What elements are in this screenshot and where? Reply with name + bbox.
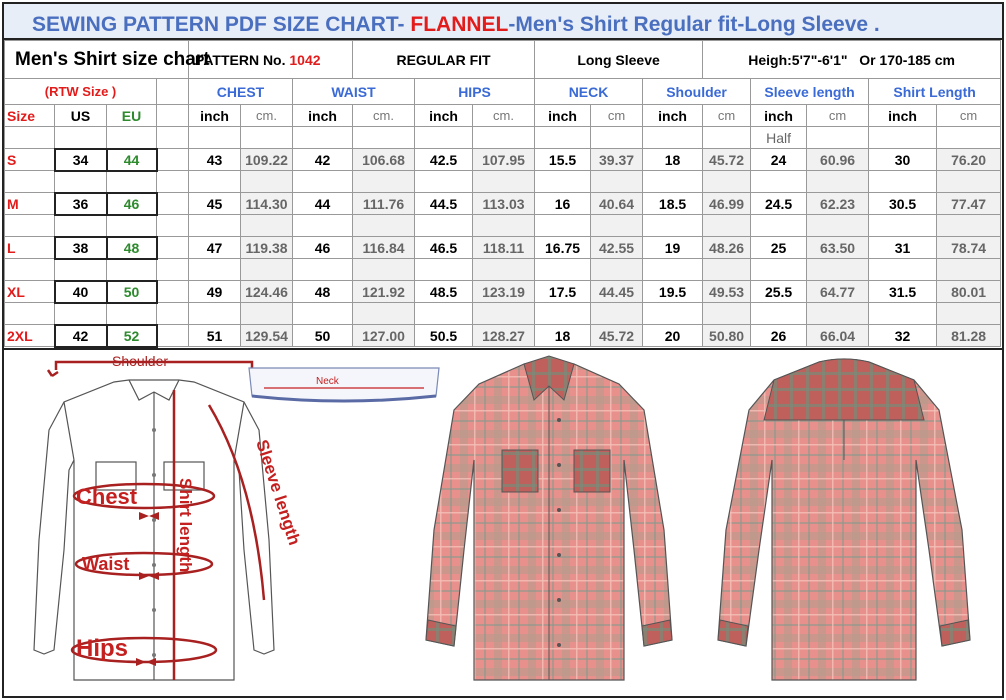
pattern-number: PATTERN No. 1042	[189, 41, 353, 79]
measure-cell: 39.37	[591, 149, 643, 171]
size-label: S	[5, 149, 55, 171]
size-col-header: Size	[5, 105, 55, 127]
unit-inch: inch	[751, 105, 807, 127]
unit-cm: cm.	[353, 105, 415, 127]
chart-label: Men's Shirt size chart	[5, 41, 189, 79]
measure-cell: 80.01	[937, 281, 1001, 303]
measure-cell: 42.5	[415, 149, 473, 171]
measure-cell: 16.75	[535, 237, 591, 259]
flannel-shirt-front	[414, 350, 684, 696]
measure-cell: 24.5	[751, 193, 807, 215]
measure-cell: 45.72	[703, 149, 751, 171]
measure-cell: 129.54	[241, 325, 293, 347]
measure-cell: 107.95	[473, 149, 535, 171]
measure-cell: 31.5	[869, 281, 937, 303]
table-row	[5, 325, 1001, 347]
unit-cm: cm	[703, 105, 751, 127]
size-label: XL	[5, 281, 55, 303]
waist-header: WAIST	[293, 79, 415, 105]
spacer-row	[5, 215, 1001, 237]
eu-size: 44	[107, 149, 157, 171]
measure-cell: 111.76	[353, 193, 415, 215]
measure-cell: 121.92	[353, 281, 415, 303]
measure-cell: 42.55	[591, 237, 643, 259]
table-row	[5, 149, 1001, 171]
unit-cm: cm	[937, 105, 1001, 127]
measure-cell: 49.53	[703, 281, 751, 303]
measure-cell: 44.5	[415, 193, 473, 215]
measure-cell: 43	[189, 149, 241, 171]
measure-cell: 40.64	[591, 193, 643, 215]
eu-size: 52	[107, 325, 157, 347]
spacer-cell	[157, 281, 189, 303]
page-title: SEWING PATTERN PDF SIZE CHART- FLANNEL-Men's Shirt Regular fit-Long Sleeve .	[4, 4, 1002, 40]
size-label: M	[5, 193, 55, 215]
flannel-shirt-back	[704, 350, 984, 696]
illustration-area	[4, 348, 1002, 696]
measure-cell: 18	[535, 325, 591, 347]
measure-cell: 45.72	[591, 325, 643, 347]
spacer-row	[5, 303, 1001, 325]
unit-cm: cm.	[473, 105, 535, 127]
shoulder-header: Shoulder	[643, 79, 751, 105]
measure-cell: 44.45	[591, 281, 643, 303]
shirt-length-label: Shirt length	[176, 478, 195, 573]
unit-inch: inch	[293, 105, 353, 127]
unit-cm: cm.	[241, 105, 293, 127]
measure-cell: 31	[869, 237, 937, 259]
sleeve-length-header: Sleeve length	[751, 79, 869, 105]
measure-cell: 46.99	[703, 193, 751, 215]
table-row	[5, 281, 1001, 303]
chest-label: Chest	[76, 484, 138, 509]
measure-cell: 48.26	[703, 237, 751, 259]
measure-cell: 46.5	[415, 237, 473, 259]
measure-cell: 48	[293, 281, 353, 303]
us-size: 34	[55, 149, 107, 171]
measure-cell: 119.38	[241, 237, 293, 259]
us-size: 38	[55, 237, 107, 259]
measure-cell: 118.11	[473, 237, 535, 259]
hips-header: HIPS	[415, 79, 535, 105]
measure-cell: 49	[189, 281, 241, 303]
half-note: Half	[751, 127, 807, 149]
measure-cell: 51	[189, 325, 241, 347]
measure-cell: 42	[293, 149, 353, 171]
measure-cell: 20	[643, 325, 703, 347]
measure-cell: 124.46	[241, 281, 293, 303]
sleeve-type: Long Sleeve	[535, 41, 703, 79]
measure-cell: 50.5	[415, 325, 473, 347]
measure-cell: 113.03	[473, 193, 535, 215]
measure-cell: 19.5	[643, 281, 703, 303]
size-label: L	[5, 237, 55, 259]
measure-cell: 50	[293, 325, 353, 347]
measure-cell: 46	[293, 237, 353, 259]
measure-cell: 114.30	[241, 193, 293, 215]
measure-cell: 123.19	[473, 281, 535, 303]
spacer-cell	[157, 149, 189, 171]
measure-cell: 18.5	[643, 193, 703, 215]
measure-cell: 25.5	[751, 281, 807, 303]
measure-cell: 48.5	[415, 281, 473, 303]
measure-cell: 16	[535, 193, 591, 215]
us-size: 42	[55, 325, 107, 347]
measure-cell: 128.27	[473, 325, 535, 347]
neck-header: NECK	[535, 79, 643, 105]
measure-cell: 106.68	[353, 149, 415, 171]
measure-cell: 64.77	[807, 281, 869, 303]
us-col-header: US	[55, 105, 107, 127]
measure-cell: 15.5	[535, 149, 591, 171]
shirt-length-header: Shirt Length	[869, 79, 1001, 105]
hips-label: Hips	[76, 635, 129, 662]
measure-cell: 19	[643, 237, 703, 259]
measure-cell: 63.50	[807, 237, 869, 259]
measure-cell: 66.04	[807, 325, 869, 347]
spacer-row	[5, 127, 1001, 149]
size-label: 2XL	[5, 325, 55, 347]
us-size: 40	[55, 281, 107, 303]
us-size: 36	[55, 193, 107, 215]
measure-cell: 18	[643, 149, 703, 171]
table-row	[5, 193, 1001, 215]
shoulder-label: Shoulder	[112, 353, 169, 369]
measure-cell: 30.5	[869, 193, 937, 215]
neck-label: Neck	[316, 376, 339, 387]
rtw-size-header: (RTW Size )	[5, 79, 157, 105]
measure-cell: 17.5	[535, 281, 591, 303]
measure-cell: 26	[751, 325, 807, 347]
measure-cell: 25	[751, 237, 807, 259]
spacer-cell	[157, 325, 189, 347]
measure-cell: 78.74	[937, 237, 1001, 259]
table-row	[5, 237, 1001, 259]
eu-size: 46	[107, 193, 157, 215]
measure-cell: 77.47	[937, 193, 1001, 215]
eu-col-header: EU	[107, 105, 157, 127]
waist-label: Waist	[82, 554, 130, 574]
eu-size: 50	[107, 281, 157, 303]
spacer-cell	[157, 193, 189, 215]
unit-inch: inch	[189, 105, 241, 127]
measure-cell: 24	[751, 149, 807, 171]
unit-inch: inch	[869, 105, 937, 127]
measure-cell: 116.84	[353, 237, 415, 259]
unit-inch: inch	[535, 105, 591, 127]
measure-cell: 30	[869, 149, 937, 171]
measure-cell: 81.28	[937, 325, 1001, 347]
chest-header: CHEST	[189, 79, 293, 105]
measure-cell: 109.22	[241, 149, 293, 171]
spacer-row	[5, 259, 1001, 281]
measure-cell: 47	[189, 237, 241, 259]
spacer-row	[5, 171, 1001, 193]
unit-inch: inch	[643, 105, 703, 127]
measure-cell: 44	[293, 193, 353, 215]
size-chart-table	[4, 40, 1001, 348]
spacer-cell	[157, 237, 189, 259]
unit-inch: inch	[415, 105, 473, 127]
sleeve-length-label: Sleeve length	[252, 437, 305, 548]
unit-cm: cm	[591, 105, 643, 127]
eu-size: 48	[107, 237, 157, 259]
measure-cell: 60.96	[807, 149, 869, 171]
unit-cm: cm	[807, 105, 869, 127]
measure-cell: 45	[189, 193, 241, 215]
measure-cell: 32	[869, 325, 937, 347]
measure-cell: 127.00	[353, 325, 415, 347]
height-range: Heigh:5'7"-6'1" Or 170-185 cm	[703, 41, 1001, 79]
measure-cell: 62.23	[807, 193, 869, 215]
fit-label: REGULAR FIT	[353, 41, 535, 79]
measure-cell: 50.80	[703, 325, 751, 347]
measure-cell: 76.20	[937, 149, 1001, 171]
